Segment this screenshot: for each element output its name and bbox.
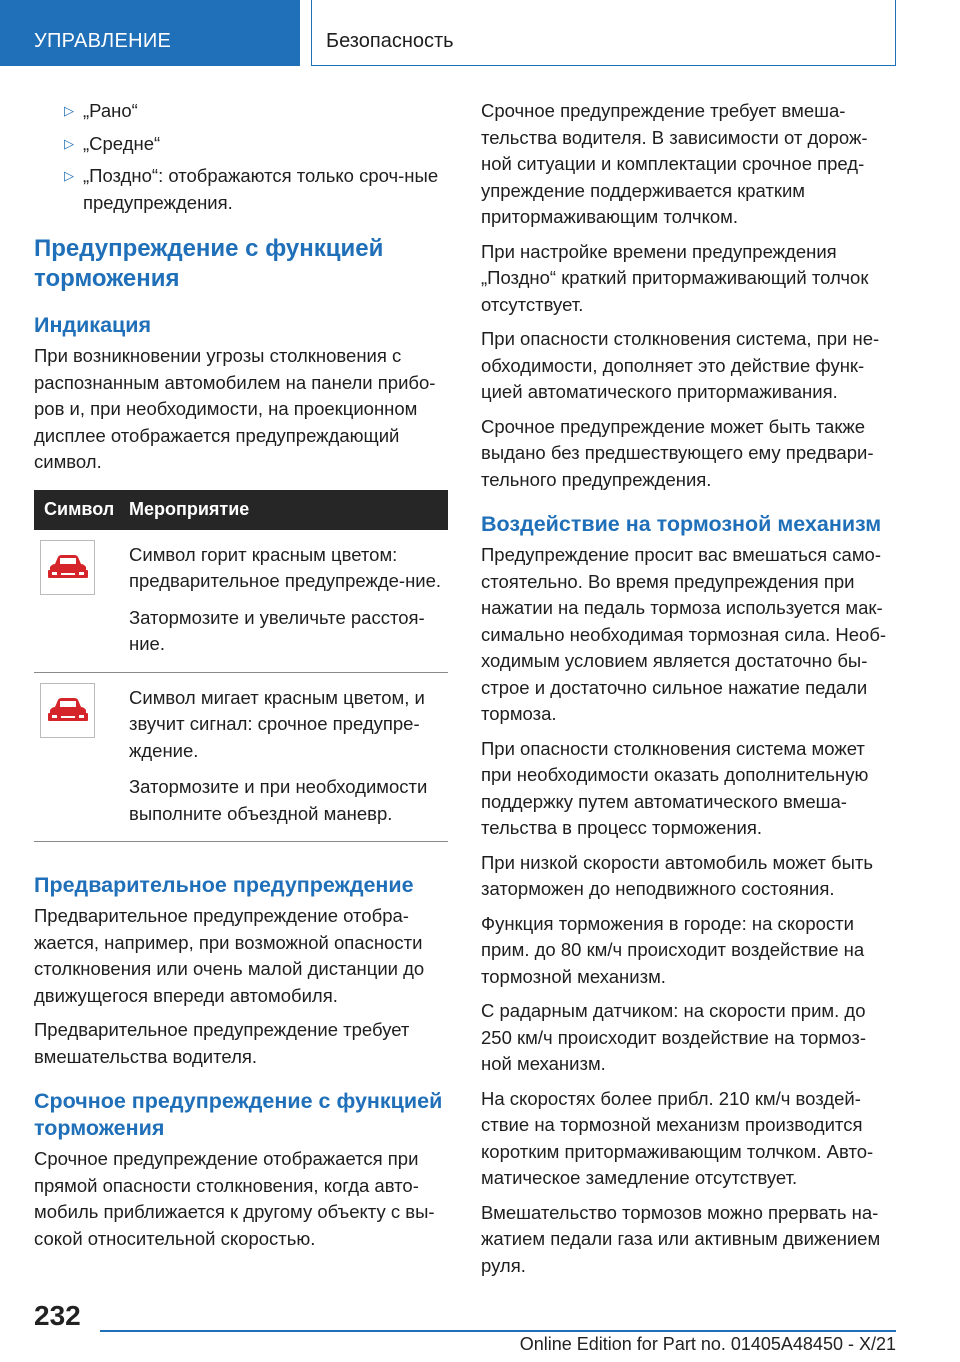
- bullet-triangle-icon: ▷: [64, 168, 74, 183]
- car-warning-icon: [40, 683, 95, 738]
- list-item: ▷ „Поздно“: отображаются только сроч-ные предупреждения.: [64, 165, 439, 213]
- table-header-row: [34, 490, 448, 530]
- heading-braking-warning: Предупреждение с функцией торможения: [34, 235, 384, 292]
- page-number: 232: [34, 1300, 81, 1331]
- paragraph: Предварительное предупреждение требует вмешательства водителя.: [34, 1019, 410, 1067]
- paragraph: На скоростях более прибл. 210 км/ч воздей-ствие на тормозной механизм производится коротким притормаживающим толчком. Авто-матическое замедление отсутствует.: [481, 1087, 874, 1188]
- table-cell-text: Символ мигает красным цветом, и звучит сигнал: срочное предупре-ждение.: [129, 686, 425, 761]
- table-header-symbol: Символ: [34, 490, 129, 530]
- table-row: [34, 530, 448, 673]
- list-item: ▷ „Рано“: [34, 98, 448, 125]
- table-header-action: Мероприятие: [129, 490, 448, 530]
- paragraph: При опасности столкновения система, при не-обходимости, дополняет это действие функ-цией автоматического притормаживания.: [481, 328, 880, 402]
- table-row: [34, 672, 448, 842]
- table-cell-text: Символ горит красным цветом: предварительное предупрежде-ние.: [129, 543, 442, 591]
- bullet-triangle-icon: ▷: [64, 103, 74, 118]
- paragraph: С радарным датчиком: на скорости прим. до 250 км/ч происходит воздействие на тормоз-ной механизм.: [481, 1000, 867, 1074]
- page-header: [0, 0, 960, 66]
- bullet-triangle-icon: ▷: [64, 135, 74, 151]
- heading-indication: Индикация: [34, 313, 152, 337]
- heading-brake-intervention: Воздействие на тормозной механизм: [481, 512, 882, 536]
- paragraph: Предварительное предупреждение отобра-жается, например, при возможной опасности столкновения или очень малой дистанции до движущегося впереди автомобиля.: [34, 905, 425, 1006]
- symbol-table: [34, 490, 448, 843]
- paragraph: При низкой скорости автомобиль может быть заторможен до неподвижного состояния.: [481, 851, 874, 899]
- paragraph: При опасности столкновения система может при необходимости оказать дополнительную поддержку путем автоматического вмеша-тельства в процесс торможения.: [481, 737, 869, 838]
- paragraph: Вмешательство тормозов можно прервать на-жатием педали газа или активным движением руля.: [481, 1201, 881, 1276]
- paragraph: Функция торможения в городе: на скорости прим. до 80 км/ч происходит воздействие на тормозной механизм.: [481, 912, 865, 987]
- list-item: ▷ „Средне“: [34, 131, 448, 158]
- car-warning-icon: [40, 540, 95, 595]
- heading-pre-warning: Предварительное предупреждение: [34, 873, 414, 897]
- right-column: [481, 98, 896, 1287]
- footer-divider: [100, 1330, 896, 1332]
- section-tab[interactable]: УПРАВЛЕНИЕ: [0, 0, 300, 66]
- table-cell-text: Затормозите и при необходимости выполните объездной маневр.: [129, 776, 428, 824]
- paragraph: При настройке времени предупреждения „Поздно“ краткий притормаживающий толчок отсутствует.: [481, 240, 869, 315]
- edition-note: Online Edition for Part no. 01405A48450 - X/21: [519, 1334, 896, 1354]
- paragraph-indication: При возникновении угрозы столкновения с распознанным автомобилем на панели прибо-ров и, при необходимости, на проекционном дисплее отображается предупреждающий символ.: [34, 345, 436, 472]
- left-column: [34, 98, 448, 1260]
- subsection-title: Безопасность: [311, 0, 896, 66]
- paragraph: Срочное предупреждение может быть также выдано без предшествующего ему предвари-тельного предупреждения.: [481, 415, 874, 490]
- paragraph: Предупреждение просит вас вмешаться само-стоятельно. Во время предупреждения при нажатии на педаль тормоза используется мак-симально необходимая тормозная сила. Необ-ходимым условием является достаточно бы-строе и достаточно сильное нажатие педали тормоза.: [481, 544, 887, 724]
- paragraph: Срочное предупреждение требует вмеша-тельства водителя. В зависимости от дорож-ной ситуации и комплектации срочное пред-упреждение поддерживается кратким притормаживающим толчком.: [481, 100, 868, 227]
- paragraph: Срочное предупреждение отображается при прямой опасности столкновения, когда авто-мобиль приближается к другому объекту с вы-сокой относительной скоростью.: [34, 1148, 435, 1249]
- table-cell-text: Затормозите и увеличьте расстоя-ние.: [129, 606, 425, 654]
- heading-urgent-warning: Срочное предупреждение с функцией торможения: [34, 1089, 443, 1140]
